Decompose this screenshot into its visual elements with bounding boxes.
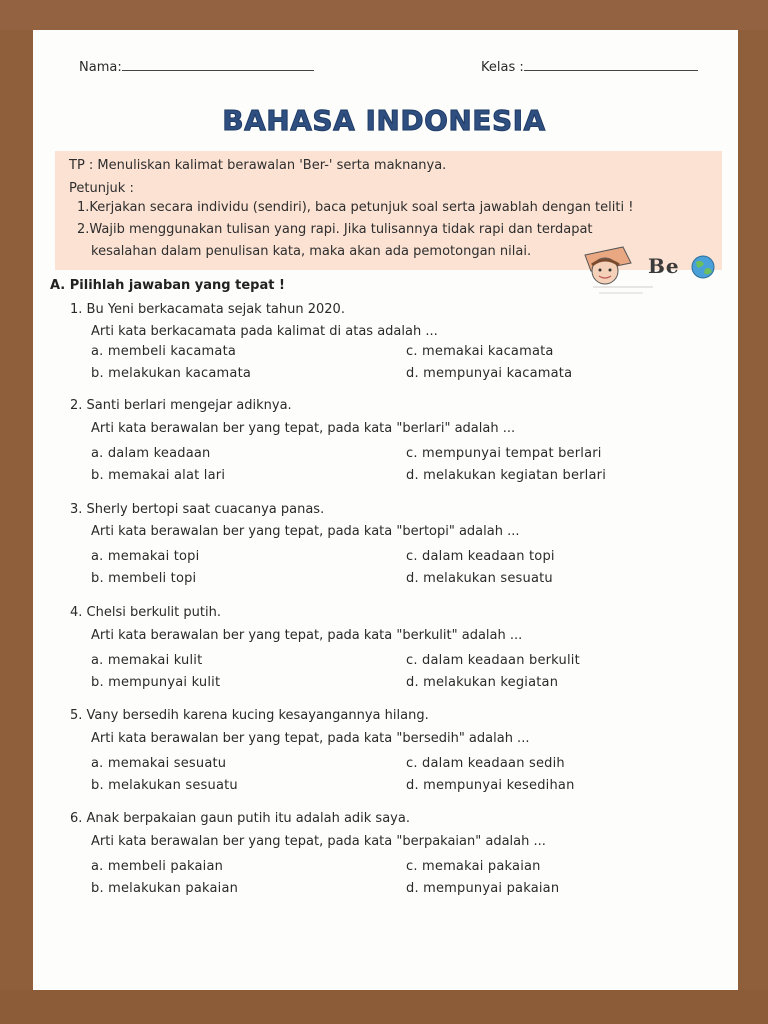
question-1-option-c[interactable]: c. memakai kacamata — [406, 344, 554, 359]
question-6-option-c[interactable]: c. memakai pakaian — [406, 859, 541, 874]
question-5-option-b[interactable]: b. melakukan sesuatu — [91, 778, 238, 793]
question-2-option-c[interactable]: c. mempunyai tempat berlari — [406, 446, 602, 461]
question-6-option-b[interactable]: b. melakukan pakaian — [91, 881, 239, 896]
question-1-option-b[interactable]: b. melakukan kacamata — [91, 366, 252, 381]
class-label: Kelas : — [481, 60, 524, 75]
question-2-prompt: Arti kata berawalan ber yang tepat, pada kata "berlari" adalah ... — [91, 421, 516, 436]
frame-top-border — [0, 0, 768, 30]
class-blank-line — [524, 59, 698, 71]
question-3-stem: 3. Sherly bertopi saat cuacanya panas. — [70, 502, 325, 517]
question-5-prompt: Arti kata berawalan ber yang tepat, pada kata "bersedih" adalah ... — [91, 731, 530, 746]
question-2-option-d[interactable]: d. melakukan kegiatan berlari — [406, 468, 607, 483]
question-5-option-c[interactable]: c. dalam keadaan sedih — [406, 756, 565, 771]
question-3-option-c[interactable]: c. dalam keadaan topi — [406, 549, 555, 564]
class-field — [481, 59, 698, 75]
objective-text: TP : Menuliskan kalimat berawalan 'Ber-' serta maknanya. — [69, 158, 447, 173]
question-4-stem: 4. Chelsi berkulit putih. — [70, 605, 221, 620]
question-4-option-b[interactable]: b. mempunyai kulit — [91, 675, 221, 690]
question-2-option-a[interactable]: a. dalam keadaan — [91, 446, 211, 461]
page-title: BAHASA INDONESIA — [222, 104, 546, 137]
question-4-option-a[interactable]: a. memakai kulit — [91, 653, 203, 668]
instruction-item-2-continued: kesalahan dalam penulisan kata, maka akan ada pemotongan nilai. — [91, 244, 532, 259]
question-2-option-b[interactable]: b. memakai alat lari — [91, 468, 226, 483]
question-6-stem: 6. Anak berpakaian gaun putih itu adalah adik saya. — [70, 811, 410, 826]
instruction-item-1: 1.Kerjakan secara individu (sendiri), baca petunjuk soal serta jawablah dengan teliti ! — [77, 200, 634, 215]
question-3-prompt: Arti kata berawalan ber yang tepat, pada kata "bertopi" adalah ... — [91, 524, 520, 539]
question-6-prompt: Arti kata berawalan ber yang tepat, pada kata "berpakaian" adalah ... — [91, 834, 546, 849]
question-4-option-d[interactable]: d. melakukan kegiatan — [406, 675, 559, 690]
question-3-option-b[interactable]: b. membeli topi — [91, 571, 197, 586]
name-blank-line — [122, 59, 314, 71]
instruction-item-2: 2.Wajib menggunakan tulisan yang rapi. Jika tulisannya tidak rapi dan terdapat — [77, 222, 593, 237]
question-2-stem: 2. Santi berlari mengejar adiknya. — [70, 398, 292, 413]
question-6-option-d[interactable]: d. mempunyai pakaian — [406, 881, 560, 896]
question-4-option-c[interactable]: c. dalam keadaan berkulit — [406, 653, 580, 668]
name-label: Nama: — [79, 60, 122, 75]
question-1-option-d[interactable]: d. mempunyai kacamata — [406, 366, 573, 381]
question-4-prompt: Arti kata berawalan ber yang tepat, pada kata "berkulit" adalah ... — [91, 628, 523, 643]
question-1-option-a[interactable]: a. membeli kacamata — [91, 344, 237, 359]
name-field — [79, 59, 314, 75]
frame-bottom-border — [0, 990, 768, 1024]
question-3-option-a[interactable]: a. memakai topi — [91, 549, 200, 564]
question-5-option-d[interactable]: d. mempunyai kesedihan — [406, 778, 575, 793]
question-6-option-a[interactable]: a. membeli pakaian — [91, 859, 224, 874]
ber-badge-text: Be — [648, 254, 680, 278]
question-5-stem: 5. Vany bersedih karena kucing kesayangannya hilang. — [70, 708, 429, 723]
question-5-option-a[interactable]: a. memakai sesuatu — [91, 756, 227, 771]
instructions-label: Petunjuk : — [69, 181, 134, 196]
question-3-option-d[interactable]: d. melakukan sesuatu — [406, 571, 553, 586]
section-a-heading: A. Pilihlah jawaban yang tepat ! — [50, 278, 285, 293]
question-1-stem: 1. Bu Yeni berkacamata sejak tahun 2020. — [70, 302, 345, 317]
question-1-prompt: Arti kata berkacamata pada kalimat di atas adalah ... — [91, 324, 438, 339]
